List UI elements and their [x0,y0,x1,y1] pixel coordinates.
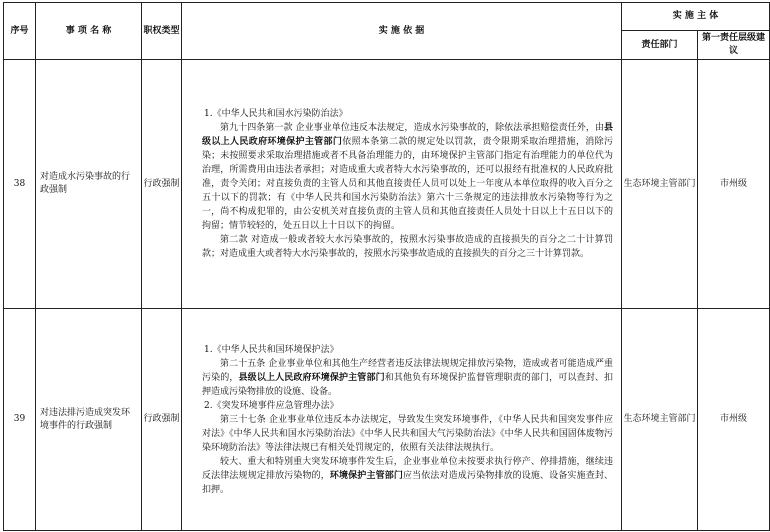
row-power-type: 行政强制 [142,309,182,531]
header-row [4,3,770,31]
row-item-name: 对造成水污染事故的行政强制 [36,60,142,309]
header-subject: 实 施 主 体 [622,3,770,31]
responsible-authority: 环境保护主管部门 [329,470,403,481]
basis-paragraph: 第二款 对造成一般或者较大水污染事故的，按照水污染事故造成的直接损失的百分之二十计算罚款；对造成重大或者特大水污染事故的，按照水污染事故造成的直接损失的百分之三十计算罚款。 [202,235,613,259]
law-title: 1.《中华人民共和国环境保护法》 [204,344,339,355]
responsible-authority: 县级以上人民政府环境保护主管部门 [238,372,385,383]
row-seq: 39 [4,309,36,531]
power-list-table [3,2,770,531]
table-row [4,60,770,309]
header-power-type: 职权类型 [142,3,182,60]
header-level: 第一责任层级建议 [698,31,770,60]
basis-paragraph: 第九十四条第一款 企业事业单位违反本法规定，造成水污染事故的，除依法承担赔偿责任外，由县级以上人民政府环境保护主管部门依照本条第二款的规定处以罚款，责令限期采取治理措施，消除污染；未按照要求采取治理措施或者不具备治理能力的，由环境保护主管部门指定有治理能力的单位代为治理，所需费用由违法者承担；对造成重大或者特大水污染事故的，还可以报经有批准权的人民政府批准，责令关闭；对直接负责的主管人员和其他直接责任人员可以处上一年度从本单位取得的收入百分之五十以下的罚款；有《中华人民共和国水污染防治法》第六十三条规定的违法排放水污染物等行为之一，尚不构成犯罪的，由公安机关对直接负责的主管人员和其他直接责任人员处十日以上十五日以下的拘留；情节较轻的，处五日以上十日以下的拘留。 [202,123,613,231]
header-basis: 实 施 依 据 [182,3,622,60]
basis-paragraph: 第二十五条 企业事业单位和其他生产经营者违反法律法规规定排放污染物，造成或者可能造成严重污染的，县级以上人民政府环境保护主管部门和其他负有环境保护监督管理职责的部门，可以查封、扣押造成污染物排放的设施、设备。 [202,358,613,397]
row-level: 市州级 [698,60,770,309]
law-title: 1.《中华人民共和国水污染防治法》 [204,109,348,119]
header-dept: 责任部门 [622,31,698,60]
row-basis [182,60,622,309]
row-basis [182,309,622,531]
header-seq: 序号 [4,3,36,60]
row-seq: 38 [4,60,36,309]
row-item-name: 对违法排污造成突发环境事件的行政强制 [36,309,142,531]
header-item-name: 事 项 名 称 [36,3,142,60]
table-row [4,309,770,531]
law-title: 2.《突发环境事件应急管理办法》 [204,400,339,411]
row-dept: 生态环境主管部门 [622,309,698,531]
responsible-authority: 县级以上人民政府环境保护主管部门 [202,123,613,147]
row-level: 市州级 [698,309,770,531]
basis-paragraph: 较大、重大和特别重大突发环境事件发生后，企业事业单位未按要求执行停产、停排措施，继续违反法律法规规定排放污染物的，环境保护主管部门应当依法对造成污染物排放的设施、设备实施查封、扣押。 [202,456,613,495]
basis-paragraph: 第三十七条 企业事业单位违反本办法规定，导致发生突发环境事件，《中华人民共和国突发事件应对法》《中华人民共和国水污染防治法》《中华人民共和国大气污染防治法》《中华人民共和国固体废物污染环境防治法》等法律法规已有相关处罚规定的，依照有关法律法规执行。 [202,414,613,453]
row-power-type: 行政强制 [142,60,182,309]
row-dept: 生态环境主管部门 [622,60,698,309]
